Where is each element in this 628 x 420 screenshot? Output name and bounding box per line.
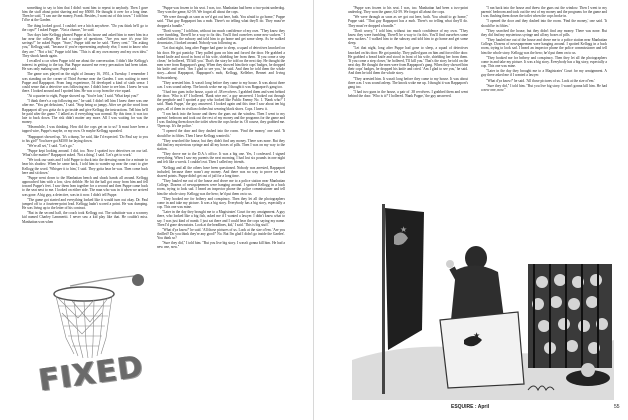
article-paragraph: "They hauled me out of the house and drove me to a police station near Manhattan College. Dozens of newspapermen were hanging around. I spotted Kellogg in a back room, trying to look sad. I heard an inspector phone the police commissioner and tell him the whole story. Kellogg was the hero; he'd put them on to us. bbox=[481, 38, 607, 55]
article-paragraph: "Let that night, long after Puppe had gone to sleep, a squad of detectives knocked on his door. He got panicky. They pulled guns on him and forced the door. He grabbed a bread knife and stood in front of his wife, shielding her from them. 'If you come a step closer,' he hollered, 'I'll kill you.' That's the story he told on the next day. He thought the men were from Rappaport's gang. When they showed him their cops' badges, he dropped his knife and cried. 'Am I glad to see you,' he said. And then he told them the whole story—about Rappaport, Rappaport's mob, Kellogg, Kelleher, Bennet and Irving Schwartzberg. bbox=[157, 46, 285, 80]
article-paragraph: "The game got started and everything looked like it would turn out okay. Dr. Paul jumped off to a fourteen-point lead. Kellogg hadn't scored a point. He was dumping. He was living up to the letter of his contract. bbox=[22, 197, 148, 211]
svg-text:★: ★ bbox=[400, 225, 408, 234]
article-paragraph: "I opened the door and they dashed into the room. 'Find the money,' one said. 'It should be in fifties.' bbox=[481, 19, 607, 28]
article-column-1 bbox=[22, 6, 148, 264]
article-paragraph: "Don't worry," I told him, without too much confidence of my own. "They know they were fumbling. There'll be a way to fix this. You'll find ourselves some new suckers." I walked him to the subway and told him to go home and get some sleep. bbox=[348, 28, 468, 46]
article-paragraph: "I had two guns in the house, a pair of .38 revolvers. I grabbed them and went behind the door. 'Who is it?' I hollered. 'Bank wire me,' a guy answered. I looked out through the peephole and I spotted a guy who looked like Public Enemy No. 1. 'Bank who?' I said. 'Bank Puppe,' the guy answered. I looked again and this time I saw about ten big guys, all of them in civilian clothes but wearing black shoes. Cops. I knew it. bbox=[157, 89, 285, 111]
courtroom-cartoon-illustration bbox=[352, 200, 614, 400]
article-paragraph: "Later in the day they brought me to a Magistrates' Court for my arraignment. A guy there, who looked like a big fish, asked me if I wanted a lawyer. I didn't know what to say. I was just kind of numb. I just sat there and I could hear the cops saying my name. Then I'd gone downstairs. Look at the headlines, kid,' I said. 'This is big stuff.' bbox=[157, 210, 285, 227]
article-paragraph: "Sure they did," I told him. "But you live big story. I wasn't gonna kill him. He had a new one, now." bbox=[481, 83, 607, 92]
article-paragraph: "Kellogg and all the others have been questioned. Nobody was arrested, Rappaport included, because there wasn't any money. And there was no way to prove we had shaved points. Puppe didn't get out of jail for a long time. bbox=[157, 165, 285, 178]
article-paragraph: "We took our seats and I told Puppe to duck into the dressing room for a minute to hear his shadow. When he came back, I told him to wander up near the court to give Kellogg the word. 'Whisper it to him,' I said. They gotta hear he was. Then come back here and sit down.' bbox=[22, 158, 148, 175]
article-paragraph: "They arrested him. It wasn't long before they came to my house. It was about three a.m. I was sound asleep. The knock woke me up. I thought it was Rappaport's gang too. bbox=[157, 80, 285, 89]
article-paragraph: "Puppe was frozen to his seat. I was, too. Manhattan had been a two-point underdog. They won the game, 62-59. We forgot all about the cops. bbox=[348, 6, 468, 15]
article-paragraph: "We were through as soon as we'd got out here, both. You afraid to go home," Puppe said. "That guy Rappaport has a mob. There's no telling what they'll do. They must've dropped a bundle." bbox=[157, 15, 285, 28]
article-paragraph: "I ran back into the house and threw the guns out the window. Then I went to my parents' bedroom and took out the rest of my money and the programs for the game and I was flushing them down the toilet when the cops broke in. bbox=[481, 6, 607, 19]
article-paragraph: "Don't worry," I told him, without too much confidence of my own. "They know they were fumbling. There'll be a way to fix this. You'll find ourselves some new suckers." I walked him to the subway and told him to go home and get some sleep. As he walked downstairs, I looked around. Nobody was following us. bbox=[157, 28, 285, 46]
article-paragraph: "Puppe kept looking around. I did, too. Now I spotted two detectives on our tail. 'What's the matter?' Rappaport asked. 'Not a thing,' I said. 'Let's get to work.' bbox=[22, 149, 148, 158]
article-paragraph: Two days later Kellogg phoned Puppe at his house and asked him to meet him in a bar near the college. He had a couple of questions. "Are you sure it's your life savings?" he asked Puppe. "Sure," Puppe told me he said. "Every cent." "I'm asking you," Kellogg said, "because if you're representing anybody else, I want to know who they are." "Not a bit," Puppe told him. "This is all my own money and my own idea." They shook hands again. bbox=[22, 32, 148, 58]
right-page bbox=[314, 0, 628, 420]
article-paragraph: "Rappaport showed up. 'It's a dump,' he said, like I'd expected. 'Do Paul say to you to his girl?' You have got $4500 for laying down. bbox=[22, 134, 148, 143]
article-paragraph: "I think there's a cop following me," he said. I didn't tell him I knew there was one after me. "You get delusions," I said. "Stop being so jumpy. After we get the word from Rappaport all you gotta do is go inside and give Kellogg the instructions. Tell him he'll be paid after the game." I talked as if everything was normal. By this time, it was too late to back down. The risk didn't matter any more. All I was waiting for was the money. bbox=[22, 99, 148, 125]
article-paragraph: The thing looked good. I couldn't see a hitch anywhere. "Do you think he'll go to the cops?" I asked Puppe. "Not a chance," he said. bbox=[22, 23, 148, 32]
article-column-2 bbox=[157, 6, 285, 411]
article-paragraph: "We were through as soon as we got out here, both. You afraid to go home," Puppe said. "That guy Rappaport has a mob. There's no telling what they'll do. They must've dropped a bundle." bbox=[348, 15, 468, 28]
story-title-fixed: FIXED bbox=[36, 349, 146, 399]
article-paragraph: "They hauled me out of the house and drove me to a police station near Manhattan College. Dozens of newspapermen were hanging around. I spotted Kellogg in a back room, trying to look sad. I heard an inspector phone the police commissioner and tell him the whole story. Kellogg was the hero; he'd put them on to us. bbox=[157, 179, 285, 196]
article-column-3 bbox=[348, 6, 468, 198]
article-paragraph: "I opened the door and they dashed into the room. 'Find the money,' one said. 'It should be in fifties. Then I have Kellogg wanted it.' bbox=[157, 129, 285, 138]
article-paragraph: "Later in the day they brought me to a Magistrates' Court for my arraignment. A guy there asked me if I wanted a lawyer. bbox=[481, 69, 607, 78]
article-paragraph: I recalled a car when Puppe told me about the conversation. I didn't like Kellogg's interest in getting to the top. But Puppe assured me every precaution had been taken. He was only making sure, Puppe said. bbox=[22, 58, 148, 72]
article-paragraph: The game was played on the night of January 16, 1951, a Tuesday. I remember I was standing on the corner of Third Avenue near the Garden. I was waiting to meet Puppe and Rappaport. From long experience, I'd developed a kind of sixth sense. I could sense that a detective was following me. I didn't have to see him. I knew he was there. I looked around and I spotted him. He was a cop from the vice squad. bbox=[22, 72, 148, 93]
article-paragraph: "I had two guns in the house, a pair of .38 revolvers. I grabbed them and went behind the door. 'Who is it?' I hollered. 'Bank Puppe,' the guy answered. bbox=[348, 89, 468, 99]
article-paragraph: "They arrested him. It wasn't long before they came to my house. It was about three a.m. I was sound asleep. The knock woke me up. I thought it was Rappaport's gang too. bbox=[348, 76, 468, 89]
article-column-4 bbox=[481, 6, 607, 198]
article-paragraph: "Meanwhile, I was thinking. How did the cops get on to us? It must have been a tapped wire, Puppe's maybe, or my own. Or maybe Kellogg squealed. bbox=[22, 125, 148, 134]
article-paragraph: "They drove me to the D.A.'s office. It was a big one. Yes, I confessed. I signed everything. When I saw my parents the next morning, I had lost six pounds in one night and felt like a wreck. I couldn't eat. Then I called my friends. bbox=[157, 152, 285, 165]
article-paragraph: "We're all set," I said. "Let's go." bbox=[27, 143, 75, 148]
article-paragraph: "Puppe went down to the Manhattan bench and shook hands all around. Kellogg approached him with a low, slow dribble. He hit the ball got away from him and fell toward Puppe's feet. I saw them lean together for a second and then Puppe came back to the seat next to me. I looked on either side. The man who was in it when we arrived was gone. A big guy, a detective, was in it now. I didn't tell Puppe. bbox=[22, 175, 148, 197]
svg-text:★: ★ bbox=[473, 331, 481, 340]
article-paragraph: "Sure they did," I told him. "But you live big story. I wasn't gonna kill him. He had a new one, now." bbox=[157, 241, 285, 250]
article-paragraph: "But in the second half, the coach took Kellogg out. The substitute was a scrawny kid named Charley Lammertti. I never saw a kid play like that. He couldn't miss. Manhattan won when bbox=[22, 211, 148, 224]
article-paragraph: "I ran back into the house and threw the guns out the window. Then I went to my parents' bedroom and took out the rest of my money and the programs for the game and I was flushing them down the toilet when the cops broke in. Of course, they grabbed me. 'Open up. It's the police.' bbox=[157, 111, 285, 129]
article-paragraph: "Let that night, long after Puppe had gone to sleep, a squad of detectives knocked on his door. He got panicky. They pulled guns on him and forced the door. He grabbed a bread knife and stood in front of his wife, shielding her from them. 'If you come a step closer,' he hollered, 'I'll kill you.' That's the story he told on the next day. He thought the men were from Rappaport's gang. When they showed him their cops' badges, he dropped his knife and cried. 'Am I glad to see you,' he said. And then he told them the whole story. bbox=[348, 46, 468, 76]
article-paragraph: "They booked me for bribery and conspiracy. Then they let all the photographers come in and take my picture. It was a big story. Everybody has a big story, especially a cop. This one was mine. bbox=[157, 196, 285, 210]
article-paragraph: "They booked me for bribery and conspiracy. Then they let all the photographers come in and take my picture. It was a big story. Everybody has a big story, especially a cop. This one was mine. bbox=[481, 55, 607, 69]
article-paragraph: "What d'ya know?' he said. 'All those pictures of us. Look at the size of'em. 'Are you thrilled? Do you think they're any good?' No. But I'm glad I didn't go inside the Garden'. You think so? bbox=[157, 227, 285, 241]
article-paragraph: "They searched the house, but they didn't find any money. There was none. But they did find my mysterious syringe and all my boxes of pills. Then I was on my way to the station. bbox=[157, 138, 285, 151]
magazine-footer: ESQUIRE : April bbox=[451, 404, 490, 410]
article-paragraph: "What d'ya know?' he said. 'All those pictures of us. Look at the size of'em.' bbox=[486, 78, 595, 83]
page-number: 55 bbox=[614, 404, 620, 410]
article-paragraph: "At a quarter to eight, Puppe showed up. 'You're late,' I said. 'What kept you?' bbox=[27, 94, 139, 99]
article-paragraph: something to say to him that I didn't want him to repeat to anybody. Then I gave him the stuff about point shaving and my $5000. He thought it over for a long time. Then he said, "I can use the money, Frank. Besides, I want out of this town." I told him I'd be at the Garden. bbox=[22, 6, 148, 23]
article-paragraph: "They searched the house, but they didn't find any money. There was none. But they did find my mysterious syringe and all my boxes of pills. bbox=[481, 28, 607, 37]
article-paragraph: "Puppe was frozen to his seat. I was, too. Manhattan had been a two-point underdog. They won the game, 62-59. We forgot all about the cops. bbox=[157, 6, 285, 15]
